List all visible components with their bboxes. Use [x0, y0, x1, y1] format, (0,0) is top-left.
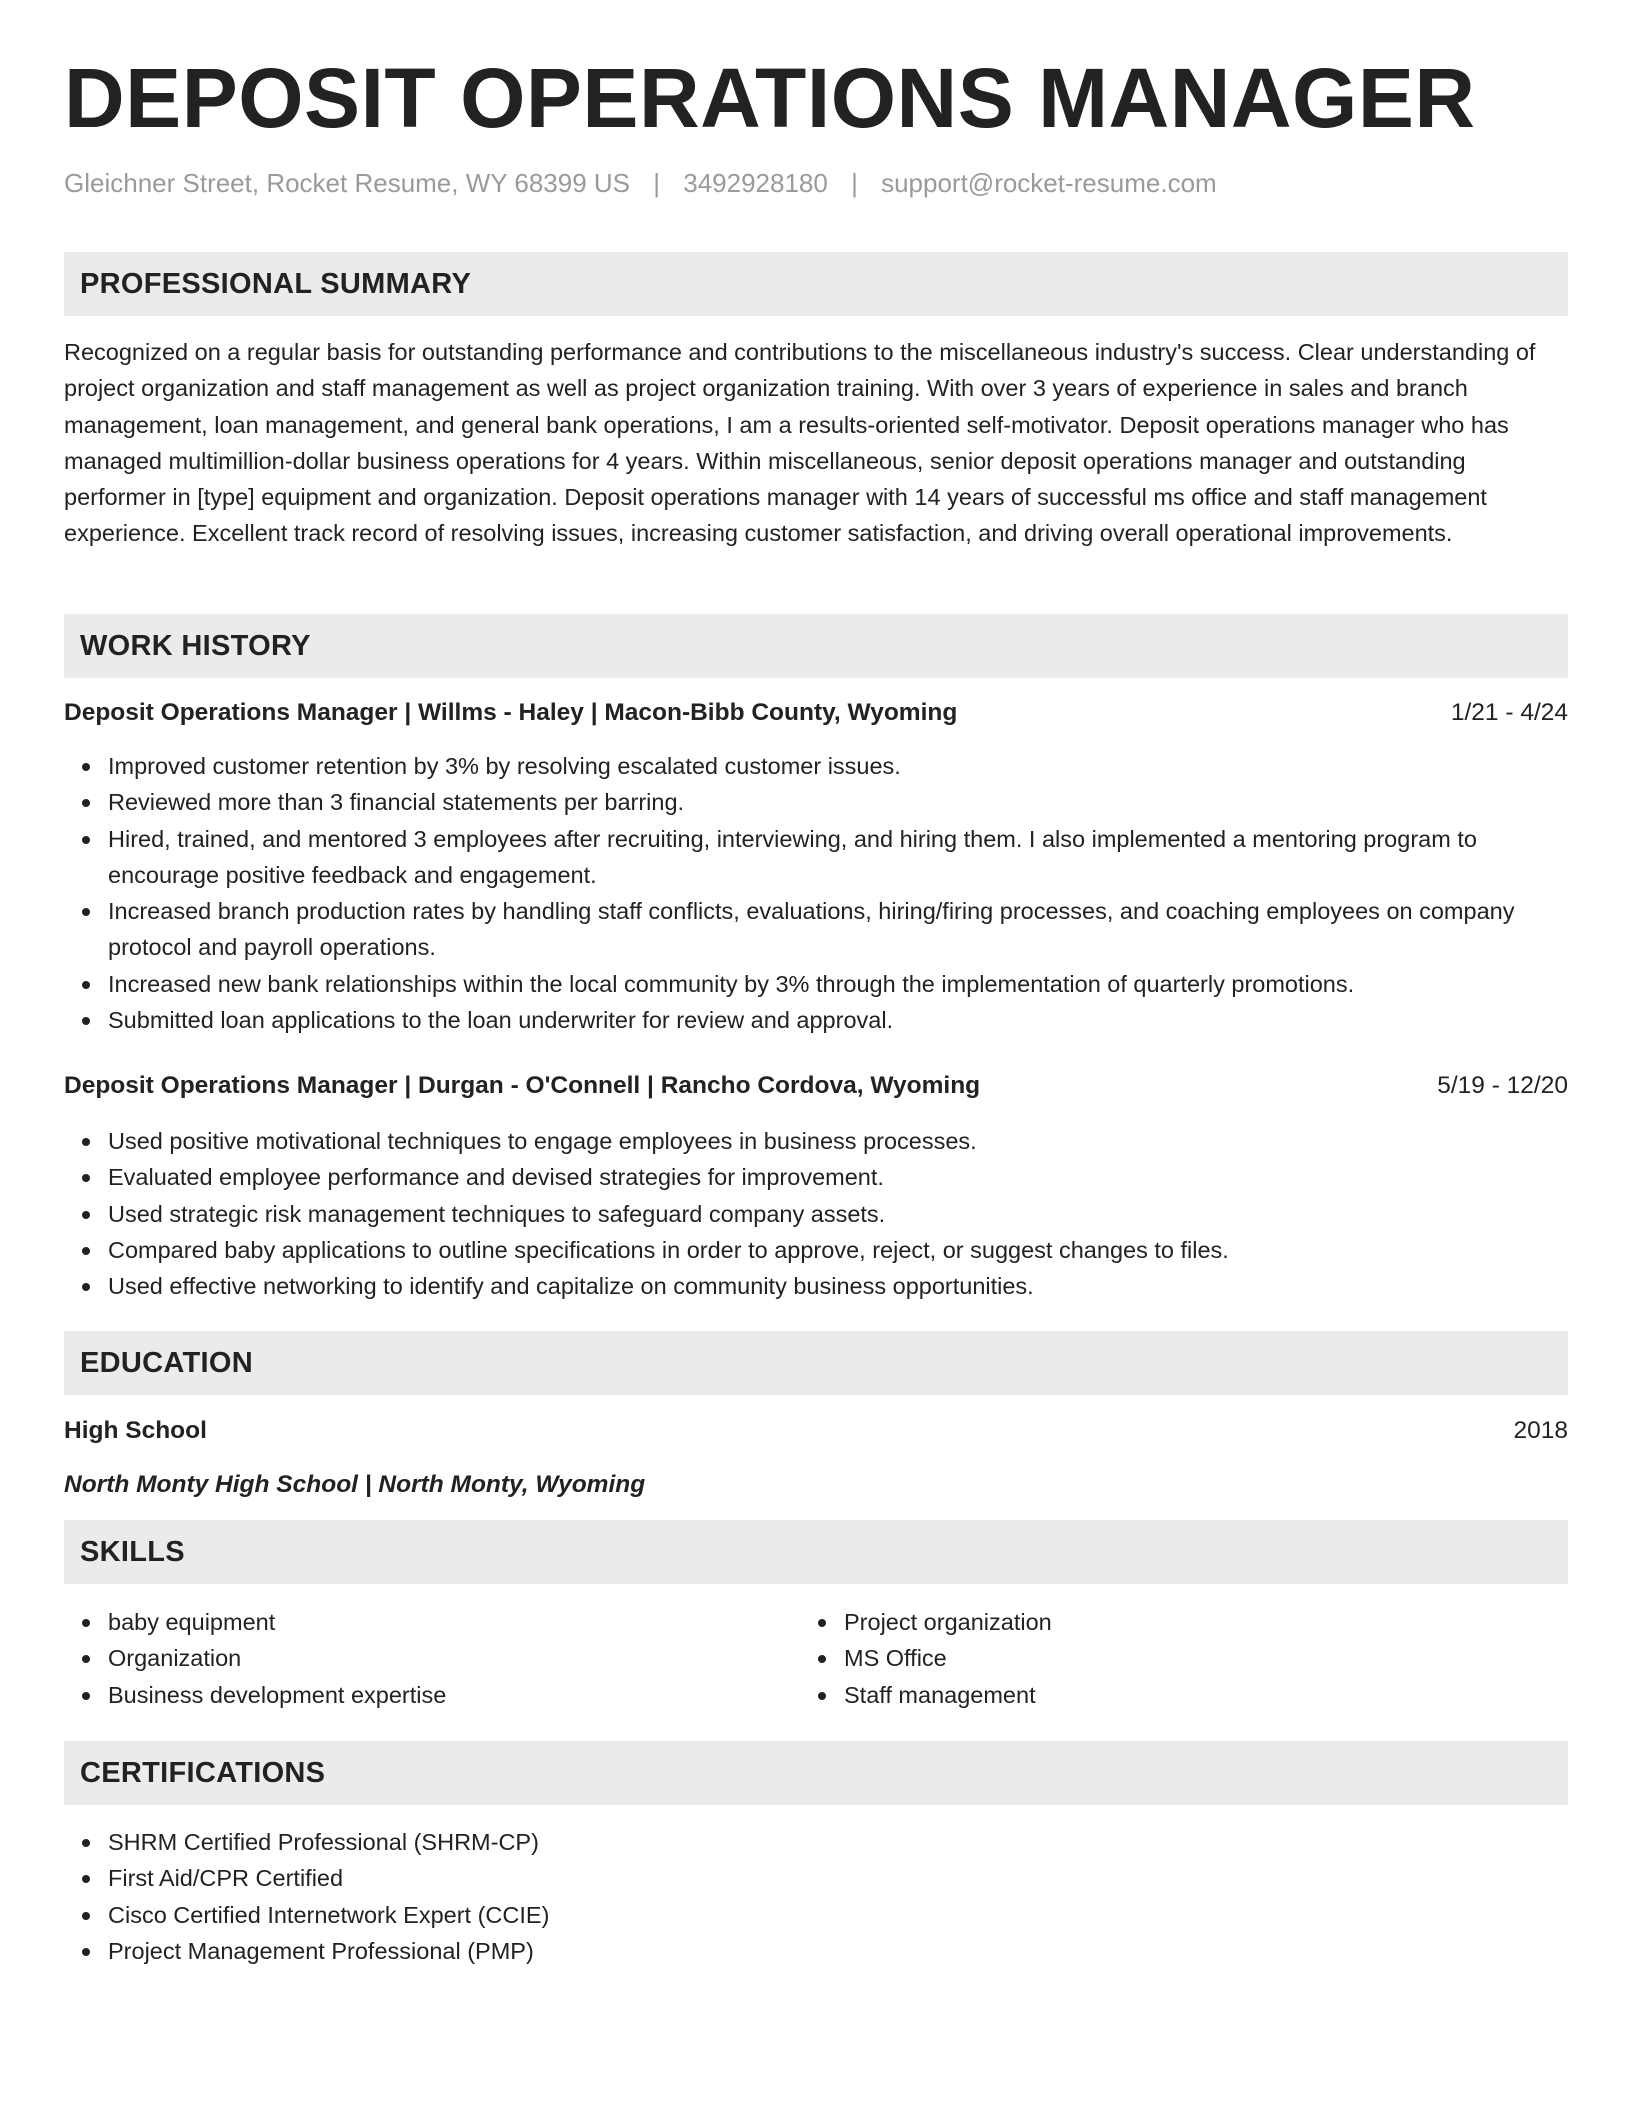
- education-section-header: [64, 1331, 1568, 1395]
- job-bullet: Used positive motivational techniques to engage employees in business processes.: [64, 1123, 1568, 1159]
- certifications-list: [64, 1824, 1568, 1969]
- skill-item: baby equipment: [64, 1604, 1568, 1640]
- contact-separator: |: [653, 168, 660, 198]
- work-heading: WORK HISTORY: [80, 630, 311, 662]
- job-header: [64, 1071, 1568, 1100]
- certification-item: Cisco Certified Internetwork Expert (CCIE): [64, 1897, 1568, 1933]
- skill-item: MS Office: [800, 1640, 1632, 1676]
- contact-line: [64, 168, 1217, 199]
- education-row: [64, 1416, 1568, 1445]
- skill-item: Business development expertise: [64, 1677, 1568, 1713]
- skill-item: Staff management: [800, 1677, 1632, 1713]
- job-bullet: Compared baby applications to outline specifications in order to approve, reject, or suggest changes to files.: [64, 1232, 1568, 1268]
- education-year: 2018: [1513, 1417, 1568, 1444]
- contact-email: support@rocket-resume.com: [881, 168, 1217, 198]
- job-bullet: Improved customer retention by 3% by resolving escalated customer issues.: [64, 748, 1568, 784]
- job-bullets: [64, 748, 1568, 1038]
- job-bullet: Reviewed more than 3 financial statements per barring.: [64, 784, 1568, 820]
- certification-item: First Aid/CPR Certified: [64, 1860, 1568, 1896]
- education-school: North Monty High School | North Monty, Wyoming: [64, 1471, 646, 1498]
- job-bullet: Increased branch production rates by handling staff conflicts, evaluations, hiring/firing processes, and coaching employees on company protocol and payroll operations.: [64, 893, 1568, 966]
- job-header: [64, 698, 1568, 727]
- certifications-heading: CERTIFICATIONS: [80, 1757, 326, 1789]
- job-dates: 1/21 - 4/24: [1450, 699, 1568, 726]
- job-bullets: [64, 1123, 1568, 1304]
- summary-text: Recognized on a regular basis for outstanding performance and contributions to the miscellaneous industry's success. Clear understanding of project organization and staff management as well as project organization training. With over 3 years of experience in sales and branch management, loan management, and general bank operations, I am a results-oriented self-motivator. Deposit operations manager who has managed multimillion-dollar business operations for 4 years. Within miscellaneous, senior deposit operations manager and outstanding performer in [type] equipment and organization. Deposit operations manager with 14 years of successful ms office and staff management experience. Excellent track record of resolving issues, increasing customer satisfaction, and driving overall operational improvements.: [64, 339, 1536, 547]
- job-bullet: Used effective networking to identify and capitalize on community business opportunities.: [64, 1268, 1568, 1304]
- job-bullet: Used strategic risk management techniques to safeguard company assets.: [64, 1196, 1568, 1232]
- certifications-section-header: [64, 1741, 1568, 1805]
- job-bullet: Hired, trained, and mentored 3 employees after recruiting, interviewing, and hiring them. I also implemented a mentoring program to encourage positive feedback and engagement.: [64, 821, 1568, 894]
- certification-item: SHRM Certified Professional (SHRM-CP): [64, 1824, 1568, 1860]
- summary-section-header: [64, 252, 1568, 316]
- job-bullet: Increased new bank relationships within the local community by 3% through the implementation of quarterly promotions.: [64, 966, 1568, 1002]
- contact-address: Gleichner Street, Rocket Resume, WY 68399 US: [64, 168, 630, 198]
- contact-separator: |: [851, 168, 858, 198]
- education-heading: EDUCATION: [80, 1347, 253, 1379]
- skills-list-right: [800, 1604, 1632, 1713]
- job-title: Deposit Operations Manager | Willms - Haley | Macon-Bibb County, Wyoming: [64, 699, 958, 726]
- contact-phone: 3492928180: [683, 168, 828, 198]
- summary-heading: PROFESSIONAL SUMMARY: [80, 268, 472, 300]
- resume-name: DEPOSIT OPERATIONS MANAGER: [64, 51, 1476, 145]
- skills-heading: SKILLS: [80, 1536, 185, 1568]
- skill-item: Organization: [64, 1640, 1568, 1676]
- skill-item: Project organization: [800, 1604, 1632, 1640]
- education-degree: High School: [64, 1417, 207, 1444]
- job-bullet: Evaluated employee performance and devised strategies for improvement.: [64, 1159, 1568, 1195]
- job-dates: 5/19 - 12/20: [1437, 1072, 1568, 1099]
- certification-item: Project Management Professional (PMP): [64, 1933, 1568, 1969]
- work-section-header: [64, 614, 1568, 678]
- job-bullet: Submitted loan applications to the loan underwriter for review and approval.: [64, 1002, 1568, 1038]
- skills-section-header: [64, 1520, 1568, 1584]
- job-title: Deposit Operations Manager | Durgan - O'Connell | Rancho Cordova, Wyoming: [64, 1072, 981, 1099]
